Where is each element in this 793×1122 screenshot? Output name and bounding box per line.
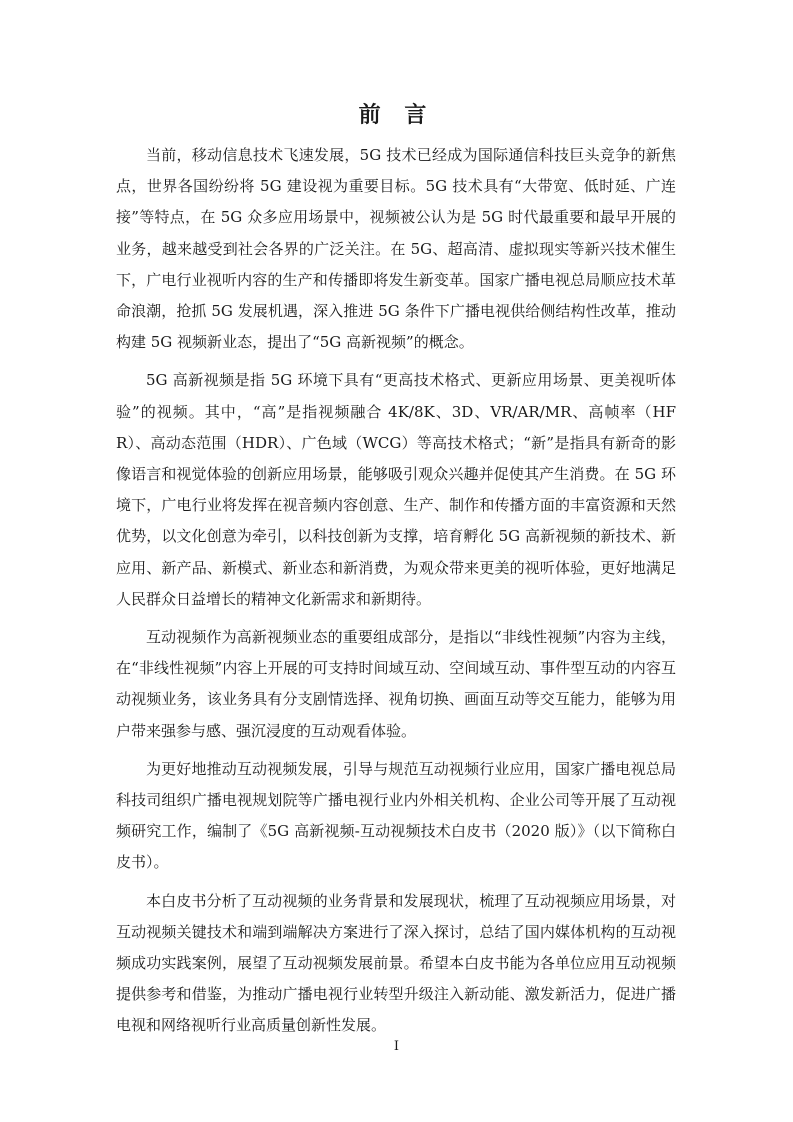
page-number: I	[393, 1039, 400, 1054]
paragraph-2: 5G 高新视频是指 5G 环境下具有“更高技术格式、更新应用场景、更美视听体验”的视频。其中，“高”是指视频融合 4K/8K、3D、VR/AR/MR、高帧率（HFR）、高动态范围（HDR）、广色域（WCG）等高技术格式；“新”是指具有新奇的影像语言和视觉体验的创新应用场景，能够吸引观众兴趣并促使其产生消费。在 5G 环境下，广电行业将发挥在视音频内容创意、生产、制作和传播方面的丰富资源和天然优势，以文化创意为牵引，以科技创新为支撑，培育孵化 5G 高新视频的新技术、新应用、新产品、新模式、新业态和新消费，为观众带来更美的视听体验，更好地满足人民群众日益增长的精神文化新需求和新期待。	[116, 371, 676, 608]
paragraph-1: 当前，移动信息技术飞速发展，5G 技术已经成为国际通信科技巨头竞争的新焦点，世界各国纷纷将 5G 建设视为重要目标。5G 技术具有“大带宽、低时延、广连接”等特点，在 5G 众多应用场景中，视频被公认为是 5G 时代最重要和最早开展的业务，越来越受到社会各界的广泛关注。在 5G、超高清、虚拟现实等新兴技术催生下，广电行业视听内容的生产和传播即将发生新变革。国家广播电视总局顺应技术革命浪潮，抢抓 5G 发展机遇，深入推进 5G 条件下广播电视供给侧结构性改革，推动构建 5G 视频新业态，提出了“5G 高新视频”的概念。	[116, 146, 676, 352]
paragraph-5: 本白皮书分析了互动视频的业务背景和发展现状，梳理了互动视频应用场景，对互动视频关键技术和端到端解决方案进行了深入探讨，总结了国内媒体机构的互动视频成功实践案例，展望了互动视频发展前景。希望本白皮书能为各单位应用互动视频提供参考和借鉴，为推动广播电视行业转型升级注入新动能、激发新活力，促进广播电视和网络视听行业高质量创新性发展。	[116, 891, 676, 1035]
preface-body	[116, 140, 676, 1049]
paragraph-4: 为更好地推动互动视频发展，引导与规范互动视频行业应用，国家广播电视总局科技司组织广播电视规划院等广播电视行业内外相关机构、企业公司等开展了互动视频研究工作，编制了《5G 高新视频-互动视频技术白皮书（2020 版）》（以下简称白皮书）。	[116, 759, 676, 872]
paragraph-3: 互动视频作为高新视频业态的重要组成部分，是指以“非线性视频”内容为主线，在“非线性视频”内容上开展的可支持时间域互动、空间域互动、事件型互动的内容互动视频业务，该业务具有分支剧情选择、视角切换、画面互动等交互能力，能够为用户带来强参与感、强沉浸度的互动观看体验。	[116, 628, 676, 740]
page-title: 前 言	[358, 102, 435, 128]
